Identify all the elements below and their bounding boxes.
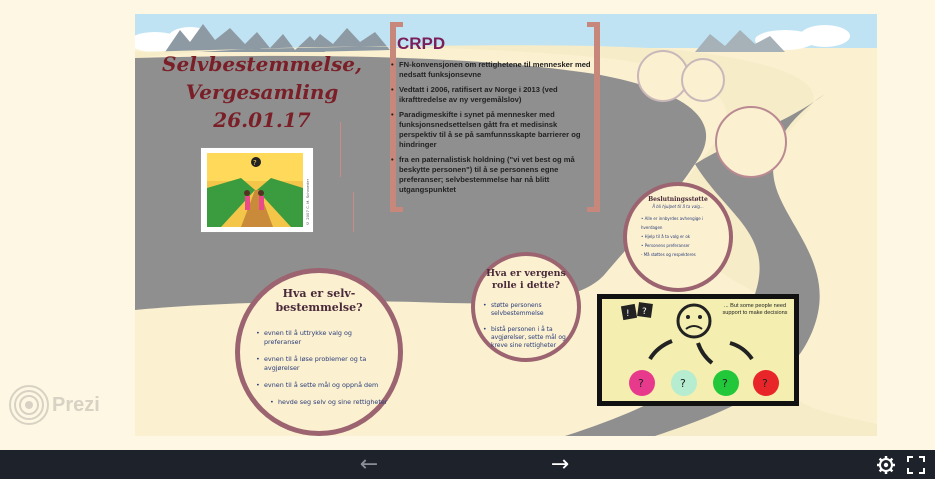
crpd-item: • fra en paternalistisk holdning ("vi vet best og må beskytte personen") til å se personens egne preferanser; selvbestemmelse har nå blitt utgangspunktet <box>391 155 591 195</box>
vergen-list <box>483 302 569 358</box>
beslutningsstotte-circle[interactable] <box>623 182 733 292</box>
beslutningsstotte-subtitle: Å bli hjulpet til å ta valg... <box>652 204 704 209</box>
crpd-item: • FN-konvensjonen om rettighetene til mennesker med nedsatt funksjonsevne <box>391 60 591 80</box>
decision-caption: ... But some people need support to make decisions <box>722 303 788 316</box>
beslutningsstotte-line: • Alle er innbyrdes avhengige i hverdagen <box>641 216 704 230</box>
svg-text:?: ? <box>642 307 647 317</box>
small-circle-3[interactable] <box>715 106 787 178</box>
svg-text:?: ? <box>762 377 768 390</box>
decision-illustration <box>602 299 794 401</box>
poster-image[interactable] <box>201 148 313 232</box>
beslutningsstotte-line: • Hjelp til å ta valg er ok <box>641 234 691 239</box>
title-line-2: Vergesamling 26.01.17 <box>185 80 339 132</box>
poster-copyright: © 2007 C. M. Schroeder <box>305 178 310 226</box>
selvbestemmelse-circle[interactable] <box>235 268 403 436</box>
crpd-item: • Vedtatt i 2006, ratifisert av Norge i 2013 (ved ikrafttredelse av ny vergemålslov) <box>391 85 591 105</box>
vergen-circle[interactable] <box>471 252 581 362</box>
title-line-1: Selvbestemmelse, <box>162 52 362 76</box>
previous-button[interactable]: ← <box>359 452 379 477</box>
prezi-logo-text: Prezi <box>52 394 100 416</box>
selvbestemmelse-item: • evnen til å løse problemer og ta avgjørelser <box>256 355 388 373</box>
selvbestemmelse-item: • evnen til å uttrykke valg og preferanser <box>256 329 388 347</box>
prezi-canvas[interactable] <box>135 14 877 436</box>
decision-image[interactable] <box>597 294 799 406</box>
prezi-logo[interactable] <box>8 384 108 426</box>
next-button[interactable]: → <box>550 452 570 477</box>
crpd-list <box>391 60 591 200</box>
crossroads-illustration <box>201 148 313 232</box>
fullscreen-icon[interactable] <box>906 455 926 475</box>
small-note-2[interactable] <box>353 192 384 232</box>
svg-text:?: ? <box>722 377 728 390</box>
beslutningsstotte-line: - Må støttes og respekteres <box>641 252 696 257</box>
svg-text:?: ? <box>253 159 257 167</box>
svg-text:!: ! <box>626 309 630 319</box>
vergen-item: • støtte personens selvbestemmelse <box>483 302 569 318</box>
selvbestemmelse-item: • evnen til å sette mål og oppnå dem <box>256 381 388 390</box>
selvbestemmelse-title: Hva er selv-bestemmelse? <box>275 287 363 314</box>
beslutningsstotte-title: Beslutningsstøtte <box>648 196 708 203</box>
selvbestemmelse-item: • hevde seg selv og sine rettigheter <box>270 398 388 407</box>
svg-text:?: ? <box>638 377 644 390</box>
crpd-heading: CRPD <box>397 34 446 53</box>
small-note-1[interactable] <box>340 122 371 177</box>
beslutningsstotte-line: • Personens preferanser <box>641 243 690 248</box>
settings-icon[interactable] <box>876 455 896 475</box>
presentation-controls <box>0 450 935 479</box>
selvbestemmelse-list <box>256 329 388 415</box>
crpd-item: • Paradigmeskifte i synet på mennesker med funksjonsnedsettelsen gått fra et medisinsk perspektiv til å se på samfunnsskapte barrierer og hindringer <box>391 110 591 150</box>
vergen-item: • bistå personen i å ta avgjørelser, sette mål og kreve sine rettigheter <box>483 326 569 350</box>
beslutningsstotte-lines <box>641 214 717 259</box>
crpd-panel[interactable] <box>389 22 601 210</box>
small-circle-2[interactable] <box>681 58 725 102</box>
vergen-title: Hva er vergens rolle i dette? <box>486 268 566 291</box>
prezi-logo-icon <box>8 384 50 426</box>
svg-text:?: ? <box>680 377 686 390</box>
